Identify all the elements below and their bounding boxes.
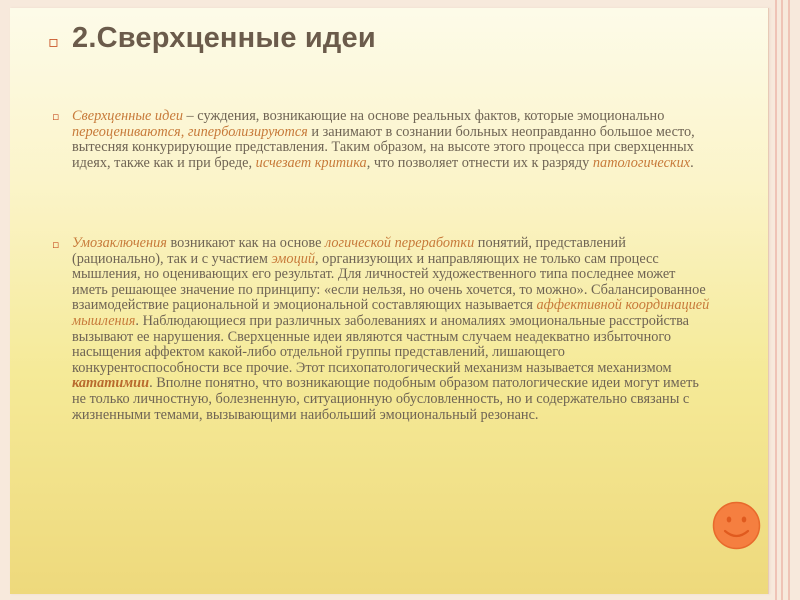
paragraph-overvalued-ideas [72,109,712,171]
term-pathological: патологических [592,154,691,171]
term-logical-processing: логической переработки [325,235,475,251]
term-reasoning: Умозаключения [72,235,167,251]
text-run: . [690,154,694,171]
text-run: – суждения, возникающие на основе реальных фактов, которые эмоционально [182,108,665,124]
text-run: возникают как на основе [166,235,325,251]
term-emotions: эмоций [271,250,316,267]
text-run: и занимают в сознании больных неоправданно большое место, вытесняя конкурирующие представления. Таким образом, на высоте этого процесса при сверхценных идеях, также как и при бреде, [72,123,695,171]
smiley-face-icon [712,501,761,550]
text-run: , что позволяет отнести их к разряду [366,154,593,171]
term-affective-coordination: аффективной координацией мышления [72,297,710,329]
term-overvalued-ideas: Сверхценные идеи [72,108,183,124]
paragraph-reasoning [72,236,712,423]
term-catathymia: кататимии [72,375,150,392]
term-overvalued: переоцениваются, гиперболизируются [72,123,308,140]
right-edge-stripe [775,0,777,600]
text-run: . Наблюдающиеся при различных заболеваниях и аномалиях эмоциональные расстройства вызывают ее нарушения. Сверхценные идеи являются частным случаем неадекватно избыточного насыщения аффектом какой-либо отдельной группы представлений, лишающего конкурентоспособности все прочие. Этот психопатологический механизм называется механизмом [72,312,690,376]
term-criticism: исчезает критика [255,154,367,171]
right-edge-stripe [781,0,783,600]
square-bullet-icon: ▫ [52,110,60,123]
text-run: , организующих и направляющих не только сам процесс мышления, но оценивающих его результат. Для личностей художественного типа последнее может иметь решающее значение по принципу: «если нельзя, но очень хочется, то можно». Сбалансированное взаимодействие рациональной и эмоциональной составляющих называется [72,250,706,314]
text-run: понятий, представлений (рационально), так и с участием [72,235,626,267]
page-title: 2.Сверхценные идеи [72,22,376,54]
square-bullet-icon: ▫ [48,32,59,51]
square-bullet-icon: ▫ [52,238,60,251]
right-edge-stripe [788,0,790,600]
text-run: . Вполне понятно, что возникающие подобным образом патологические идеи могут иметь не только личностную, болезненную, ситуационную обусловленность, но и содержательно связаны с жизненными темами, вызывающими наибольший эмоциональный резонанс. [72,375,699,423]
